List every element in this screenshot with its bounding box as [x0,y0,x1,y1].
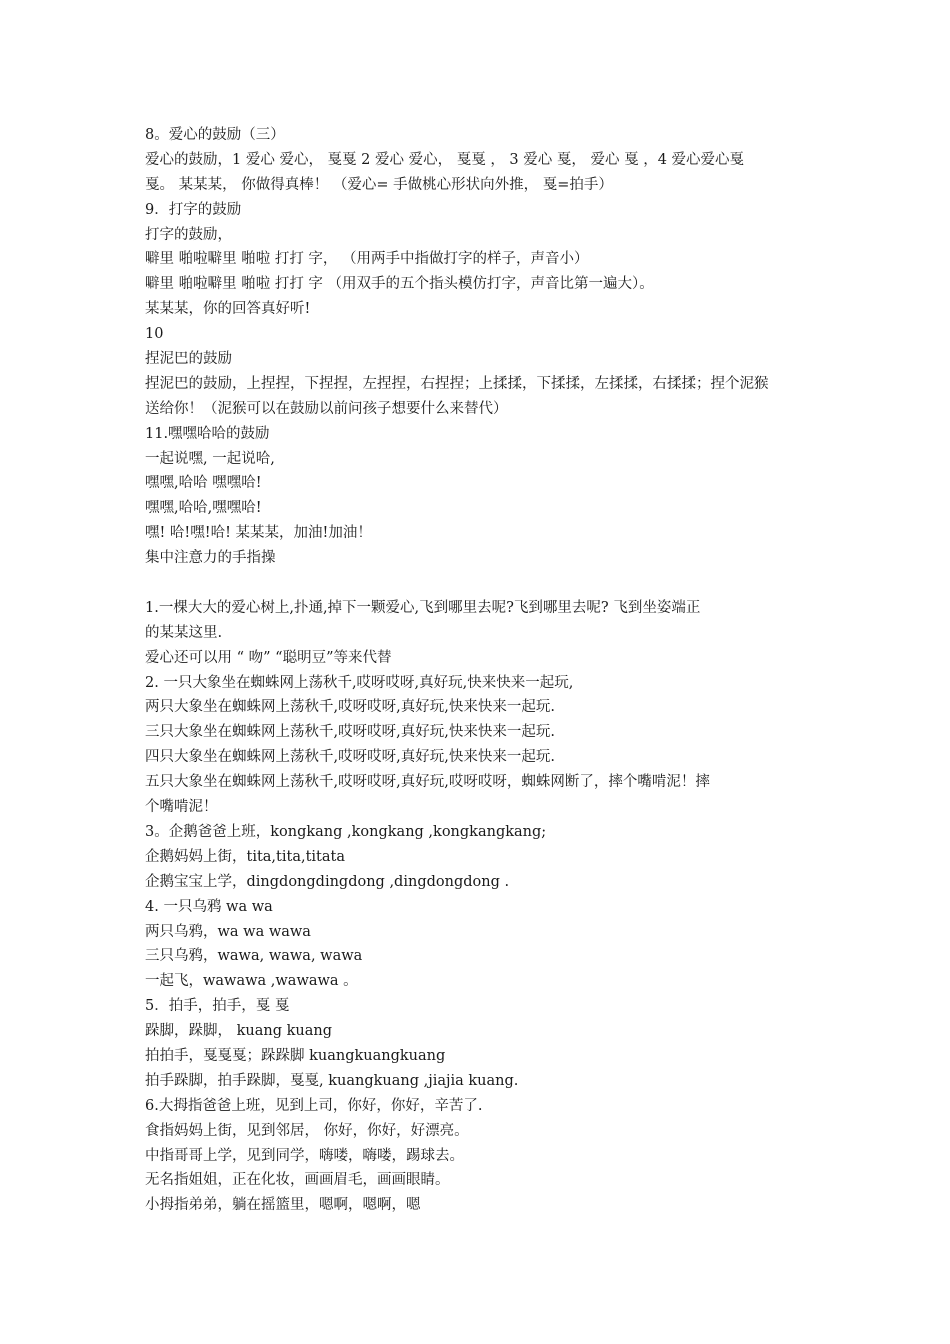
document-body [145,123,810,1218]
text-line: 四只大象坐在蜘蛛网上荡秋千,哎呀哎呀,真好玩,快来快来一起玩. [145,749,555,766]
text-line: 企鹅妈妈上街，tita,tita,titata [145,848,345,865]
text-line: 两只大象坐在蜘蛛网上荡秋千,哎呀哎呀,真好玩,快来快来一起玩. [145,699,555,716]
section-heading: 8。爱心的鼓励（三） [145,127,285,143]
blank-line [145,571,810,596]
text-line: 小拇指弟弟，躺在摇篮里，嗯啊，嗯啊，嗯 [145,1197,421,1214]
text-line: 一起说嘿, 一起说哈, [145,450,275,467]
text-line: 某某某，你的回答真好听! [145,301,311,318]
text-line: 2. 一只大象坐在蜘蛛网上荡秋千,哎呀哎呀,真好玩,快来快来一起玩, [145,674,574,691]
text-line: 一起飞，wawawa ,wawawa 。 [145,973,358,990]
text-line: 个嘴啃泥！ [145,799,218,816]
text-line: 噼里 啪啦噼里 啪啦 打打 字 （用双手的五个指头模仿打字，声音比第一遍大）。 [145,276,654,293]
text-line: 跺脚，跺脚， kuang kuang [145,1023,332,1040]
text-line: 6.大拇指爸爸上班，见到上司，你好，你好，辛苦了. [145,1097,483,1114]
text-line: 嘿嘿,哈哈,嘿嘿哈! [145,500,262,517]
text-line: 嘿嘿,哈哈 嘿嘿哈! [145,475,262,492]
text-line: 企鹅宝宝上学，dingdongdingdong ,dingdongdong . [145,873,510,890]
text-line: 5．拍手，拍手，戛 戛 [145,998,290,1015]
text-line: 的某某这里. [145,624,223,641]
text-line: 打字的鼓励， [145,226,232,243]
text-line: 嘿! 哈!嘿!哈! 某某某，加油!加油！ [145,525,372,542]
text-line: 三只大象坐在蜘蛛网上荡秋千,哎呀哎呀,真好玩,快来快来一起玩. [145,724,555,741]
section-heading: 9．打字的鼓励 [145,201,242,218]
text-line: 噼里 啪啦噼里 啪啦 打打 字， （用两手中指做打字的样子，声音小） [145,251,589,268]
section-number: 10 [145,326,164,343]
text-line: 三只乌鸦，wawa, wawa, wawa [145,948,363,965]
text-line: 戛。 某某某， 你做得真棒！ （爱心= 手做桃心形状向外推， 戛=拍手） [145,176,613,193]
text-line: 捏泥巴的鼓励，上捏捏，下捏捏，左捏捏，右捏捏；上揉揉，下揉揉，左揉揉，右揉揉；捏个泥猴 [145,375,769,392]
text-line: 爱心的鼓励，1 爱心 爱心， 戛戛 2 爱心 爱心， 戛戛 ， 3 爱心 戛， 爱心 戛 ，4 爱心爱心戛 [145,151,745,168]
section-title: 集中注意力的手指操 [145,550,276,567]
section-heading: 捏泥巴的鼓励 [145,351,232,368]
text-line: 中指哥哥上学，见到同学，嗨喽，嗨喽，踢球去。 [145,1147,464,1164]
text-line: 无名指姐姐，正在化妆，画画眉毛，画画眼睛。 [145,1172,450,1189]
text-line: 拍手跺脚，拍手跺脚，戛戛, kuangkuang ,jiajia kuang. [145,1072,519,1089]
text-line: 拍拍手，戛戛戛；跺跺脚 kuangkuangkuang [145,1047,446,1064]
text-line: 1.一棵大大的爱心树上,扑通,掉下一颗爱心,飞到哪里去呢?飞到哪里去呢? 飞到坐姿端正 [145,599,701,616]
text-line: 3。企鹅爸爸上班，kongkang ,kongkang ,kongkangkang; [145,823,547,840]
text-line: 两只乌鸦，wa wa wawa [145,923,311,940]
text-line: 4. 一只乌鸦 wa wa [145,898,273,915]
text-line: 食指妈妈上街，见到邻居， 你好，你好，好漂亮。 [145,1122,469,1139]
text-line: 送给你！（泥猴可以在鼓励以前问孩子想要什么来替代） [145,400,508,417]
section-heading: 11.嘿嘿哈哈的鼓励 [145,425,270,442]
text-line: 爱心还可以用 “ 吻” “聪明豆”等来代替 [145,649,392,666]
text-line: 五只大象坐在蜘蛛网上荡秋千,哎呀哎呀,真好玩,哎呀哎呀，蜘蛛网断了，摔个嘴啃泥！摔 [145,774,710,791]
